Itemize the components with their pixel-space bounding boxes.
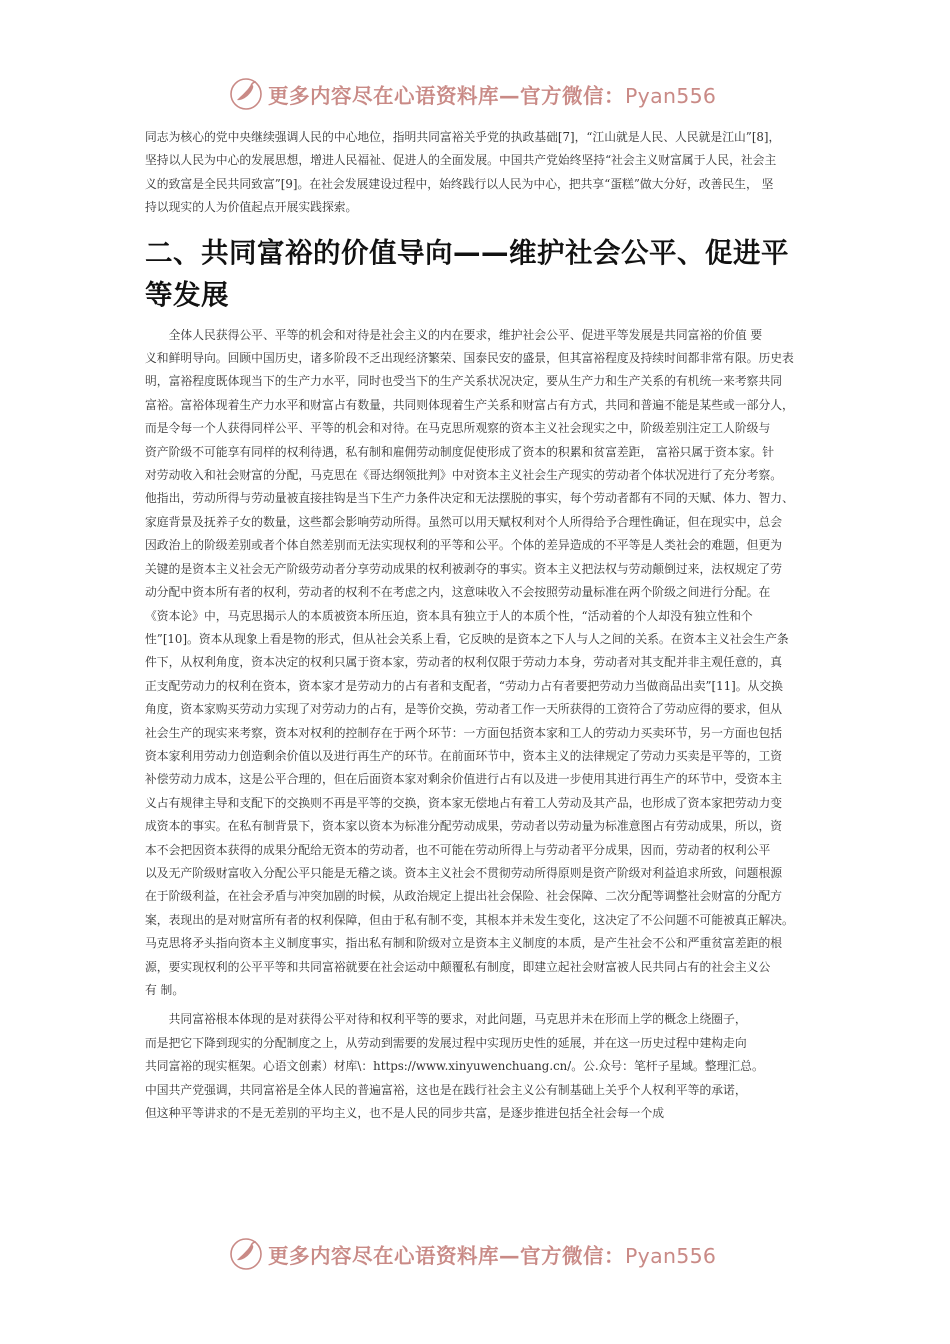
text-line: 而是令每一个人获得同样公平、平等的机会和对待。在马克思所观察的资本主义社会现实之中，阶级差别注定工人阶级与 <box>145 421 771 436</box>
text-line: 以及无产阶级财富收入分配公平只能是无稽之谈。资本主义社会不贯彻劳动所得原则是资产阶级对利益追求所致，问题根源 <box>145 865 783 880</box>
text-line: 角度，资本家购买劳动力实现了对劳动力的占有，是等价交换，劳动者工作一天所获得的工资符合了劳动应得的要求，但从 <box>145 702 783 717</box>
section-heading <box>145 232 815 316</box>
text-line: 富裕。富裕体现着生产力水平和财富占有数量，共同则体现着生产关系和财富占有方式，共同和普遍不能是某些或一部分人， <box>145 397 794 412</box>
text-line: 明，富裕程度既体现当下的生产力水平，同时也受当下的生产关系状况决定，要从生产力和生产关系的有机统一来考察共同 <box>145 374 783 389</box>
banner-content <box>228 74 716 114</box>
banner-text: 更多内容尽在心语资料库—官方微信：Pyan556 <box>268 84 717 108</box>
text-line: 持以现实的人为价值起点开展实践探索。 <box>145 200 358 215</box>
text-line: 动分配中资本所有者的权利，劳动者的权利不在考虑之内，这意味收入不会按照劳动量标准在两个阶级之间进行分配。在 <box>145 585 771 600</box>
text-line: 本不会把因资本获得的成果分配给无资本的劳动者，也不可能在劳动所得上与劳动者平分成果，因而，劳动者的权利公平 <box>145 842 771 857</box>
text-line: 中国共产党强调，共同富裕是全体人民的普遍富裕，这也是在践行社会主义公有制基础上关乎个人权利平等的承诺， <box>145 1082 747 1097</box>
text-line: 因政治上的阶级差别或者个体自然差别而无法实现权利的平等和公平。个体的差异造成的不平等是人类社会的难题，但更为 <box>145 538 783 553</box>
text-line: 义占有规律主导和支配下的交换则不再是平等的交换，资本家无偿地占有着工人劳动及其产品，也形成了资本家把劳动力变 <box>145 795 783 810</box>
text-line: 资本家利用劳动力创造剩余价值以及进行再生产的环节。在前面环节中，资本主义的法律规定了劳动力买卖是平等的，工资 <box>145 748 783 763</box>
text-line: 对劳动收入和社会财富的分配，马克思在《哥达纲领批判》中对资本主义社会生产现实的劳动者个体状况进行了充分考察。 <box>145 468 783 483</box>
chili-pepper-logo-icon <box>228 76 264 112</box>
text-line: 马克思将矛头指向资本主义制度事实，指出私有制和阶级对立是资本主义制度的本质，是产生社会不公和严重贫富差距的根 <box>145 936 783 951</box>
text-line: 共同富裕根本体现的是对获得公平对待和权利平等的要求，对此问题，马克思并未在形而上学的概念上绕圈子， <box>168 1012 747 1027</box>
text-line: 但这种平等讲求的不是无差别的平均主义，也不是人民的同步共富，是逐步推进包括全社会每一个成 <box>145 1106 665 1121</box>
heading-line: 二、共同富裕的价值导向——维护社会公平、促进平 <box>145 236 789 269</box>
text-line: 件下，从权利角度，资本决定的权利只属于资本家，劳动者的权利仅限于劳动力本身，劳动者对其支配并非主观任意的，真 <box>145 655 783 670</box>
text-line: 家庭背景及抚养子女的数量，这些都会影响劳动所得。虽然可以用天赋权利对个人所得给予合理性确证，但在现实中，总会 <box>145 514 783 529</box>
text-line: 补偿劳动力成本，这是公平合理的，但在后面资本家对剩余价值进行占有以及进一步使用其进行再生产的环节中，受资本主 <box>145 772 783 787</box>
text-line: 社会生产的现实来考察，资本对权利的控制存在于两个环节：一方面包括资本家和工人的劳动力买卖环节，另一方面也包括 <box>145 725 783 740</box>
text-line: 他指出，劳动所得与劳动量被直接挂钩是当下生产力条件决定和无法摆脱的事实，每个劳动者都有不同的天赋、体力、智力、 <box>145 491 794 506</box>
text-line: 义的致富是全民共同致富”[9]。在社会发展建设过程中，始终践行以人民为中心，把共享“蛋糕”做大分好，改善民生， 坚 <box>145 176 774 191</box>
footer-banner <box>0 1234 950 1274</box>
text-line: 坚持以人民为中心的发展思想，增进人民福祉、促进人的全面发展。中国共产党始终坚持“社会主义财富属于人民，社会主 <box>145 153 777 168</box>
text-line: 成资本的事实。在私有制背景下，资本家以资本为标准分配劳动成果，劳动者以劳动量为标准意图占有劳动成果，所以，资 <box>145 819 783 834</box>
chili-pepper-logo-icon <box>228 1236 264 1272</box>
text-line: 源，要实现权利的公平平等和共同富裕就要在社会运动中颠覆私有制度，即建立起社会财富被人民共同占有的社会主义公 <box>145 959 771 974</box>
text-line: 性”[10]。资本从现象上看是物的形式，但从社会关系上看，它反映的是资本之下人与人之间的关系。在资本主义社会生产条 <box>145 631 789 646</box>
body-paragraph-1 <box>145 322 815 1003</box>
text-line: 在于阶级利益，在社会矛盾与冲突加剧的时候，从政治规定上提出社会保险、社会保障、二次分配等调整社会财富的分配方 <box>145 889 783 904</box>
text-line: 共同富裕的现实框架。心语文创素）材库\：https://www.xinyuwenchuang.cn/。公.众号：笔杆子星域。整理汇总。 <box>145 1059 764 1074</box>
body-paragraph-2 <box>145 1008 815 1125</box>
text-line: 而是把它下降到现实的分配制度之上，从劳动到需要的发展过程中实现历史性的延展，并在这一历史过程中建构走向 <box>145 1035 747 1050</box>
banner-text: 更多内容尽在心语资料库—官方微信：Pyan556 <box>268 1244 717 1268</box>
intro-paragraph <box>145 126 815 220</box>
banner-content <box>228 1234 716 1274</box>
wechat-handle: Pyan556 <box>625 84 717 108</box>
heading-line: 等发展 <box>145 278 229 311</box>
text-line: 全体人民获得公平、平等的机会和对待是社会主义的内在要求，维护社会公平、促进平等发展是共同富裕的价值 要 <box>168 327 763 342</box>
text-line: 资产阶级不可能享有同样的权利待遇，私有制和雇佣劳动制度促使形成了资本的积累和贫富差距， 富裕只属于资本家。针 <box>145 444 774 459</box>
text-line: 《资本论》中，马克思揭示人的本质被资本所压迫，资本具有独立于人的本质个性，“活动着的个人却没有独立性和个 <box>145 608 753 623</box>
text-line: 义和鲜明导向。回顾中国历史，诸多阶段不乏出现经济繁荣、国泰民安的盛景，但其富裕程度及持续时间都非常有限。历史表 <box>145 351 794 366</box>
header-banner <box>0 74 950 114</box>
text-line: 正支配劳动力的权利在资本，资本家才是劳动力的占有者和支配者，“劳动力占有者要把劳动力当做商品出卖”[11]。从交换 <box>145 678 783 693</box>
document-body <box>145 126 815 1125</box>
text-line: 同志为核心的党中央继续强调人民的中心地位，指明共同富裕关乎党的执政基础[7]，“江山就是人民、人民就是江山”[8]， <box>145 130 781 144</box>
text-line: 关键的是资本主义社会无产阶级劳动者分享劳动成果的权利被剥夺的事实。资本主义把法权与劳动颠倒过来，法权规定了劳 <box>145 561 783 576</box>
wechat-handle: Pyan556 <box>625 1244 717 1268</box>
text-line: 有 制。 <box>145 983 185 997</box>
text-line: 案，表现出的是对财富所有者的权利保障，但由于私有制不变，其根本并未发生变化，这决定了不公问题不可能被真正解决。 <box>145 912 794 927</box>
